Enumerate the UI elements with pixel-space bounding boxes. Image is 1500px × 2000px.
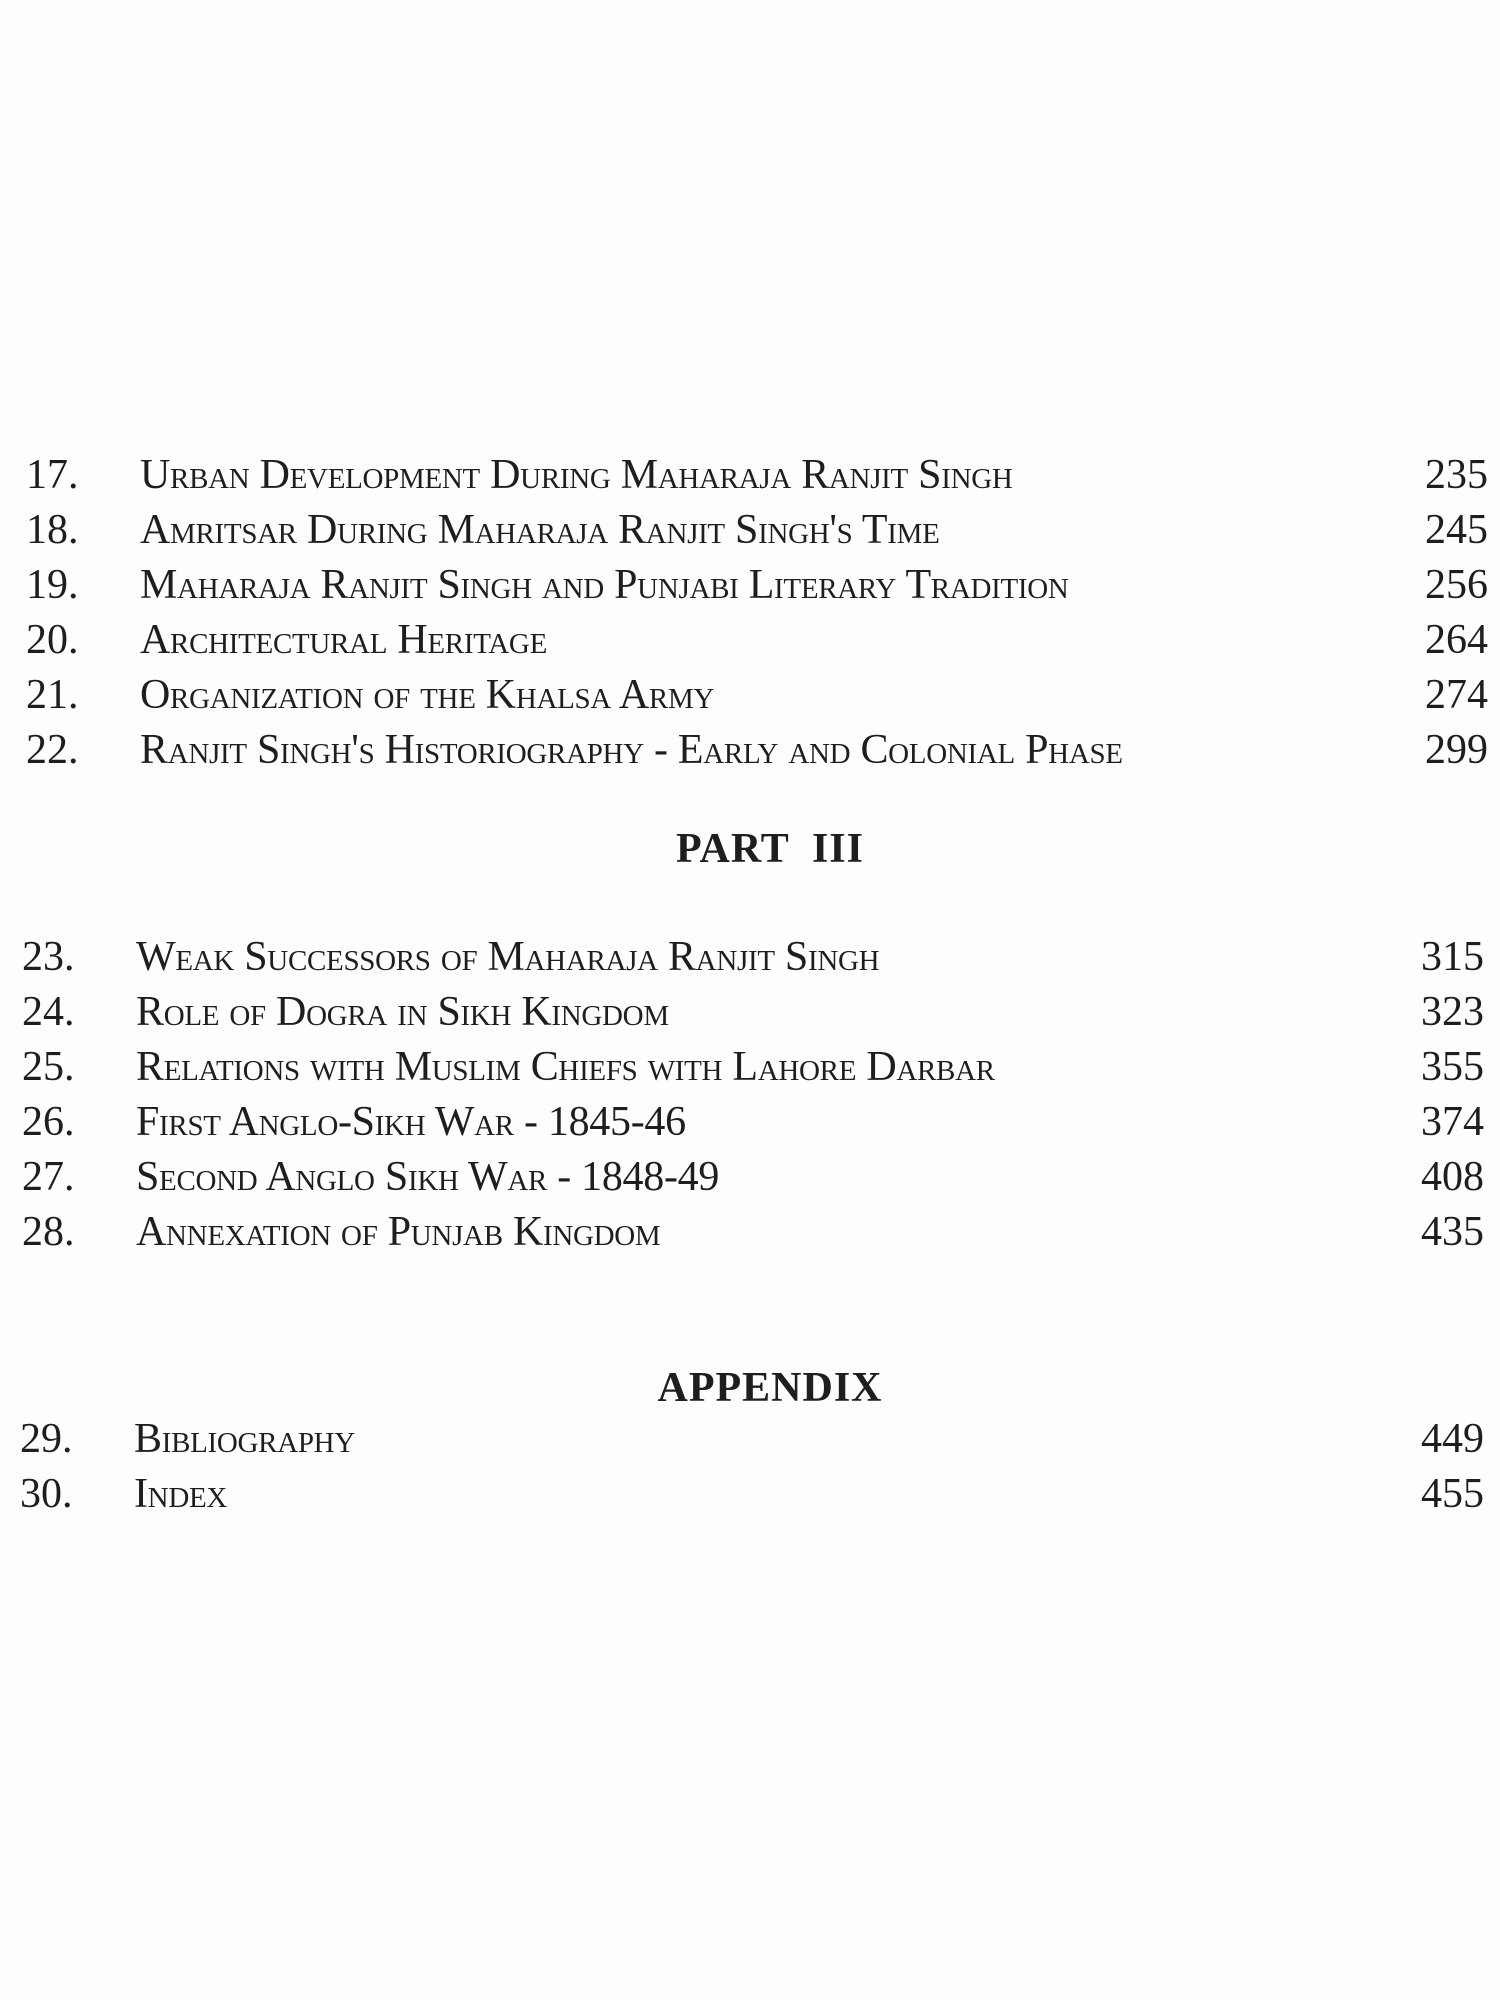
entry-page-number: 449 — [1421, 1416, 1484, 1462]
entry-number: 23. — [22, 934, 75, 980]
toc-entry-17 — [0, 448, 1500, 503]
toc-entry-23 — [0, 930, 1500, 985]
entry-number: 25. — [22, 1044, 75, 1090]
toc-entry-25 — [0, 1040, 1500, 1095]
entry-number: 29. — [20, 1416, 73, 1462]
entry-page-number: 374 — [1421, 1099, 1484, 1145]
entry-title: Urban Development During Maharaja Ranjit Singh — [140, 452, 1013, 498]
entry-title: Amritsar During Maharaja Ranjit Singh's Time — [140, 507, 940, 553]
toc-section-part3 — [0, 930, 1500, 1260]
entry-title: Index — [134, 1471, 228, 1517]
entry-number: 22. — [26, 727, 79, 773]
entry-page-number: 264 — [1425, 617, 1488, 663]
entry-page-number: 455 — [1421, 1471, 1484, 1517]
entry-page-number: 274 — [1425, 672, 1488, 718]
entry-title: Relations with Muslim Chiefs with Lahore Darbar — [136, 1044, 995, 1090]
entry-page-number: 323 — [1421, 989, 1484, 1035]
entry-page-number: 235 — [1425, 452, 1488, 498]
toc-entry-30 — [0, 1467, 1500, 1522]
entry-title: Role of Dogra in Sikh Kingdom — [136, 989, 669, 1035]
entry-title: Second Anglo Sikh War - 1848-49 — [136, 1154, 720, 1200]
appendix-heading: APPENDIX — [657, 1365, 883, 1411]
entry-title: Annexation of Punjab Kingdom — [136, 1209, 661, 1255]
toc-entry-22 — [0, 723, 1500, 778]
entry-title: First Anglo-Sikh War - 1845-46 — [136, 1099, 686, 1145]
entry-page-number: 315 — [1421, 934, 1484, 980]
entry-number: 18. — [26, 507, 79, 553]
entry-title: Organization of the Khalsa Army — [140, 672, 715, 718]
toc-entry-29 — [0, 1412, 1500, 1467]
entry-page-number: 245 — [1425, 507, 1488, 553]
entry-number: 26. — [22, 1099, 75, 1145]
entry-page-number: 408 — [1421, 1154, 1484, 1200]
toc-entry-24 — [0, 985, 1500, 1040]
toc-entry-26 — [0, 1095, 1500, 1150]
toc-entry-21 — [0, 668, 1500, 723]
entry-page-number: 435 — [1421, 1209, 1484, 1255]
toc-entry-18 — [0, 503, 1500, 558]
entry-title: Architectural Heritage — [140, 617, 547, 663]
entry-number: 27. — [22, 1154, 75, 1200]
part-three-heading: PART III — [675, 826, 864, 872]
entry-number: 17. — [26, 452, 79, 498]
toc-entry-20 — [0, 613, 1500, 668]
entry-number: 24. — [22, 989, 75, 1035]
entry-number: 19. — [26, 562, 79, 608]
toc-entry-28 — [0, 1205, 1500, 1260]
toc-entry-19 — [0, 558, 1500, 613]
entry-number: 21. — [26, 672, 79, 718]
entry-number: 28. — [22, 1209, 75, 1255]
toc-entry-27 — [0, 1150, 1500, 1205]
toc-section-part2 — [0, 448, 1500, 778]
entry-number: 30. — [20, 1471, 73, 1517]
toc-section-appendix — [0, 1412, 1500, 1522]
entry-title: Ranjit Singh's Historiography - Early and Colonial Phase — [140, 727, 1123, 773]
entry-page-number: 256 — [1425, 562, 1488, 608]
entry-page-number: 299 — [1425, 727, 1488, 773]
entry-title: Maharaja Ranjit Singh and Punjabi Literary Tradition — [140, 562, 1069, 608]
entry-title: Bibliography — [134, 1416, 355, 1462]
entry-page-number: 355 — [1421, 1044, 1484, 1090]
entry-title: Weak Successors of Maharaja Ranjit Singh — [136, 934, 880, 980]
entry-number: 20. — [26, 617, 79, 663]
